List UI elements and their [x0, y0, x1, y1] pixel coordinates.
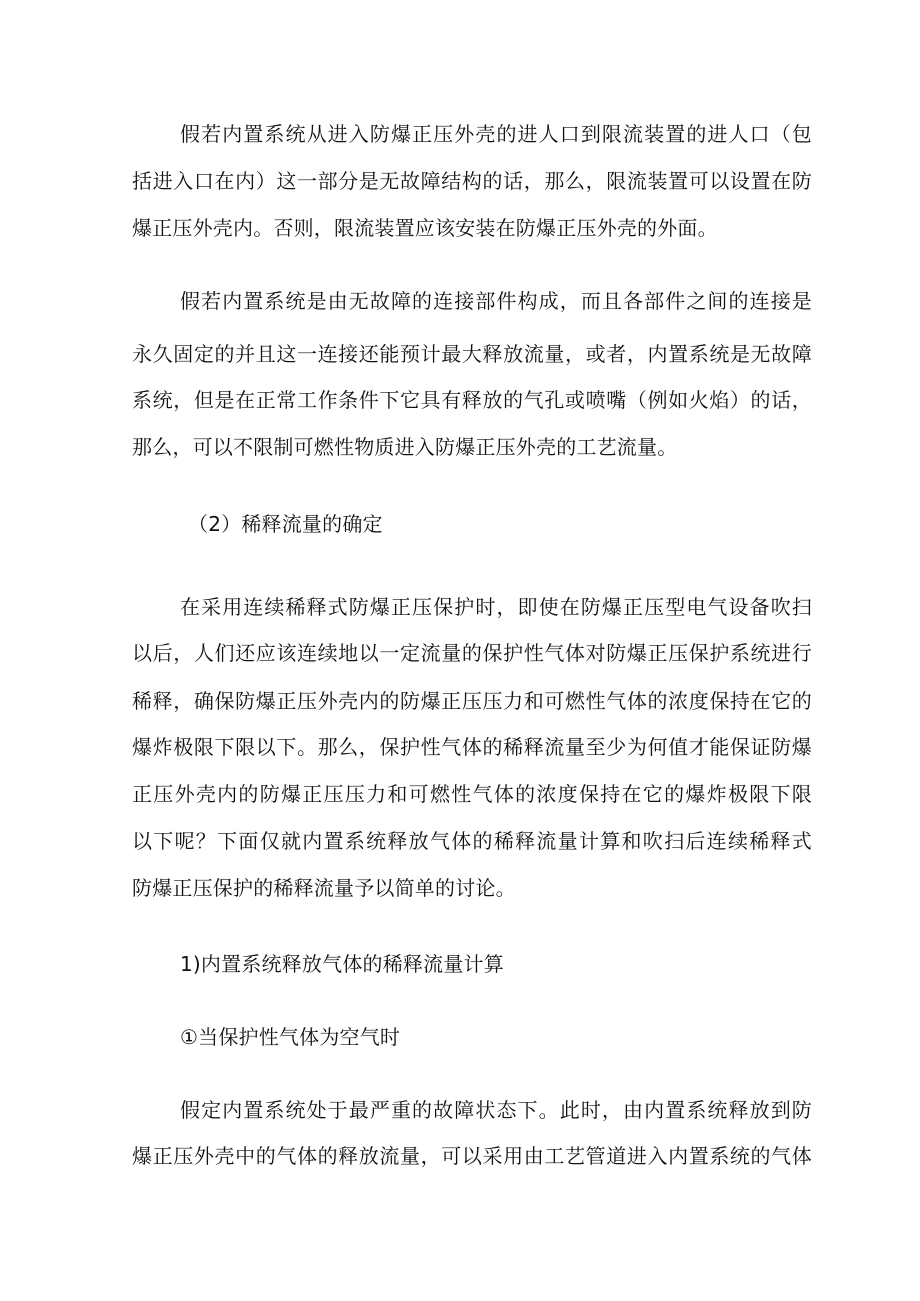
paragraph-4-line-1: 假定内置系统处于最严重的故障状态下。此时，由内置系统释放到防	[180, 1098, 812, 1122]
paragraph-3-line-6: 以下呢？下面仅就内置系统释放气体的稀释流量计算和吹扫后连续稀释式	[132, 829, 812, 853]
paragraph-2-line-1: 假若内置系统是由无故障的连接部件构成，而且各部件之间的连接是	[180, 289, 812, 313]
paragraph-3-line-2: 以后，人们还应该连续地以一定流量的保护性气体对防爆正压保护系统进行	[132, 641, 812, 665]
subsection-heading: 1)内置系统释放气体的稀释流量计算	[180, 952, 504, 976]
paragraph-3-line-5: 正压外壳内的防爆正压压力和可燃性气体的浓度保持在它的爆炸极限下限	[132, 782, 812, 806]
paragraph-3-line-4: 爆炸极限下限以下。那么，保护性气体的稀释流量至少为何值才能保证防爆	[132, 735, 812, 759]
paragraph-2-line-3: 系统，但是在正常工作条件下它具有释放的气孔或喷嘴（例如火焰）的话，	[132, 388, 812, 412]
paragraph-3-line-7: 防爆正压保护的稀释流量予以简单的讨论。	[132, 876, 516, 900]
sub-subsection-heading: ①当保护性气体为空气时	[180, 1025, 401, 1049]
paragraph-3-line-1: 在采用连续稀释式防爆正压保护时，即使在防爆正压型电气设备吹扫	[180, 595, 812, 619]
paragraph-3-line-3: 稀释，确保防爆正压外壳内的防爆正压压力和可燃性气体的浓度保持在它的	[132, 689, 812, 713]
paragraph-4-line-2: 爆正压外壳中的气体的释放流量，可以采用由工艺管道进入内置系统的气体	[132, 1144, 812, 1168]
paragraph-1-line-3: 爆正压外壳内。否则，限流装置应该安装在防爆正压外壳的外面。	[132, 216, 718, 240]
paragraph-1-line-1: 假若内置系统从进入防爆正压外壳的进人口到限流装置的进人口（包	[180, 122, 812, 146]
paragraph-2-line-4: 那么，可以不限制可燃性物质进入防爆正压外壳的工艺流量。	[132, 435, 678, 459]
paragraph-2-line-2: 永久固定的并且这一连接还能预计最大释放流量，或者，内置系统是无故障	[132, 342, 812, 366]
paragraph-1-line-2: 括进入口在内）这一部分是无故障结构的话，那么，限流装置可以设置在防	[132, 169, 812, 193]
section-heading: （2）稀释流量的确定	[188, 512, 383, 536]
